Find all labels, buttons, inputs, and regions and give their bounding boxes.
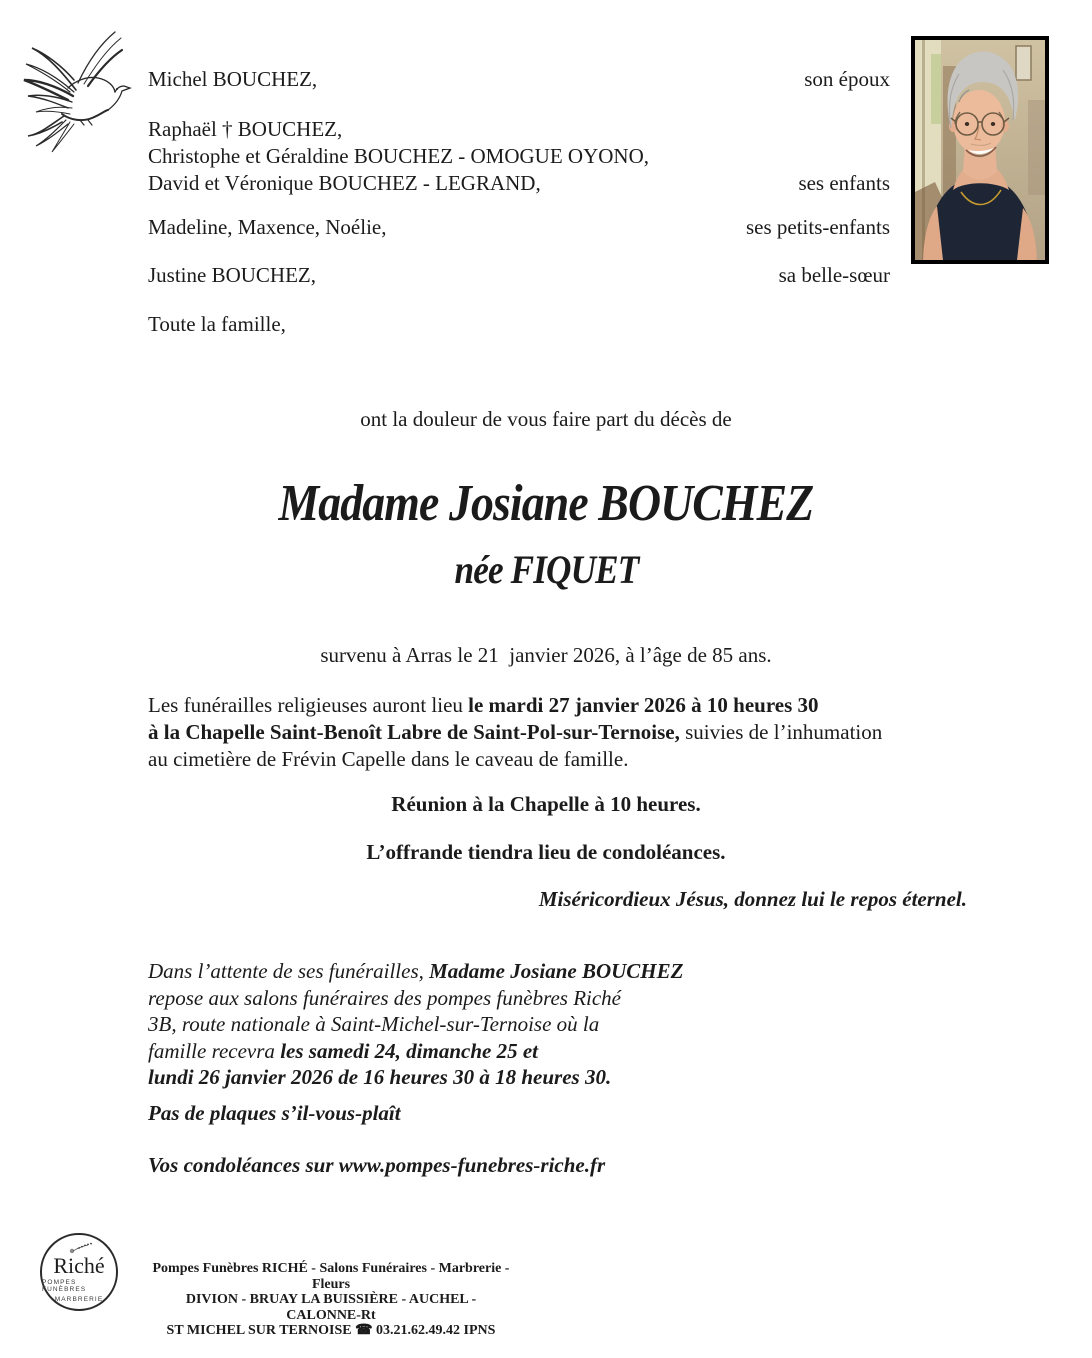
portrait-photo <box>911 36 1049 264</box>
funeral-line-3: au cimetière de Frévin Capelle dans le caveau de famille. <box>148 747 629 771</box>
family-name-line: Justine BOUCHEZ, <box>148 263 316 287</box>
meeting-line: Réunion à la Chapelle à 10 heures. <box>391 792 701 816</box>
funeral-line-2: à la Chapelle Saint-Benoît Labre de Saint-Pol-sur-Ternoise, suivies de l’inhumation <box>148 720 883 744</box>
footer-line-3: ST MICHEL SUR TERNOISE ☎ 03.21.62.49.42 IPNS <box>166 1323 496 1338</box>
phone-icon: ☎ <box>355 1323 373 1338</box>
relation-label: ses petits-enfants <box>745 215 890 239</box>
footer-line-1: Pompes Funèbres RICHÉ - Salons Funéraires - Marbrerie - Fleurs <box>152 1261 510 1292</box>
no-plaques-line: Pas de plaques s’il-vous-plaît <box>148 1101 401 1125</box>
death-line: survenu à Arras le 21 janvier 2026, à l’âge de 85 ans. <box>320 643 772 667</box>
relation-label: sa belle-sœur <box>778 263 890 287</box>
family-name-line: David et Véronique BOUCHEZ - LEGRAND, <box>148 171 541 195</box>
repose-line-2: repose aux salons funéraires des pompes funèbres Riché <box>148 985 622 1010</box>
maiden-name: née FIQUET <box>454 547 638 592</box>
prayer-line: Miséricordieux Jésus, donnez lui le repos éternel. <box>538 887 967 911</box>
relation-label: son époux <box>804 67 890 91</box>
logo-brand-text: Riché <box>53 1252 105 1278</box>
page-title <box>0 474 1092 533</box>
deceased-name: Madame Josiane BOUCHEZ <box>278 475 814 532</box>
family-name-line: Michel BOUCHEZ, <box>148 67 318 91</box>
footer-contact-block <box>150 1261 512 1339</box>
family-name-line: Toute la famille, <box>148 312 286 336</box>
family-name-line: Madeline, Maxence, Noélie, <box>148 215 387 239</box>
repose-line-1: Dans l’attente de ses funérailles, Madame Josiane BOUCHEZ <box>148 959 684 983</box>
logo-subtitle-1: POMPES FUNÈBRES <box>42 1278 87 1293</box>
repose-details <box>148 958 683 1091</box>
condolences-website-line: Vos condoléances sur www.pompes-funebres-riche.fr <box>148 1153 606 1177</box>
repose-line-4: famille recevra les samedi 24, dimanche 25 et <box>148 1038 539 1063</box>
family-name-line: Raphaël † BOUCHEZ, <box>148 117 343 141</box>
family-name-line: Christophe et Géraldine BOUCHEZ - OMOGUE OYONO, <box>148 144 650 168</box>
dove-icon <box>18 28 136 165</box>
repose-line-5: lundi 26 janvier 2026 de 16 heures 30 à 18 heures 30. <box>148 1065 612 1089</box>
relation-label: ses enfants <box>798 171 890 195</box>
funeral-details <box>148 692 1008 773</box>
logo-subtitle-2: MARBRERIE <box>54 1295 104 1303</box>
funeral-home-logo <box>40 1233 118 1311</box>
footer-line-2: DIVION - BRUAY LA BUISSIÈRE - AUCHEL - CALONNE-Rt <box>185 1292 477 1323</box>
intro-line: ont la douleur de vous faire part du décès de <box>360 407 732 431</box>
funeral-line-1: Les funérailles religieuses auront lieu le mardi 27 janvier 2026 à 10 heures 30 <box>148 693 819 717</box>
offering-line: L’offrande tiendra lieu de condoléances. <box>366 840 726 864</box>
repose-line-3: 3B, route nationale à Saint-Michel-sur-Ternoise où la <box>148 1012 600 1036</box>
flower-sprig-icon <box>64 1242 94 1254</box>
